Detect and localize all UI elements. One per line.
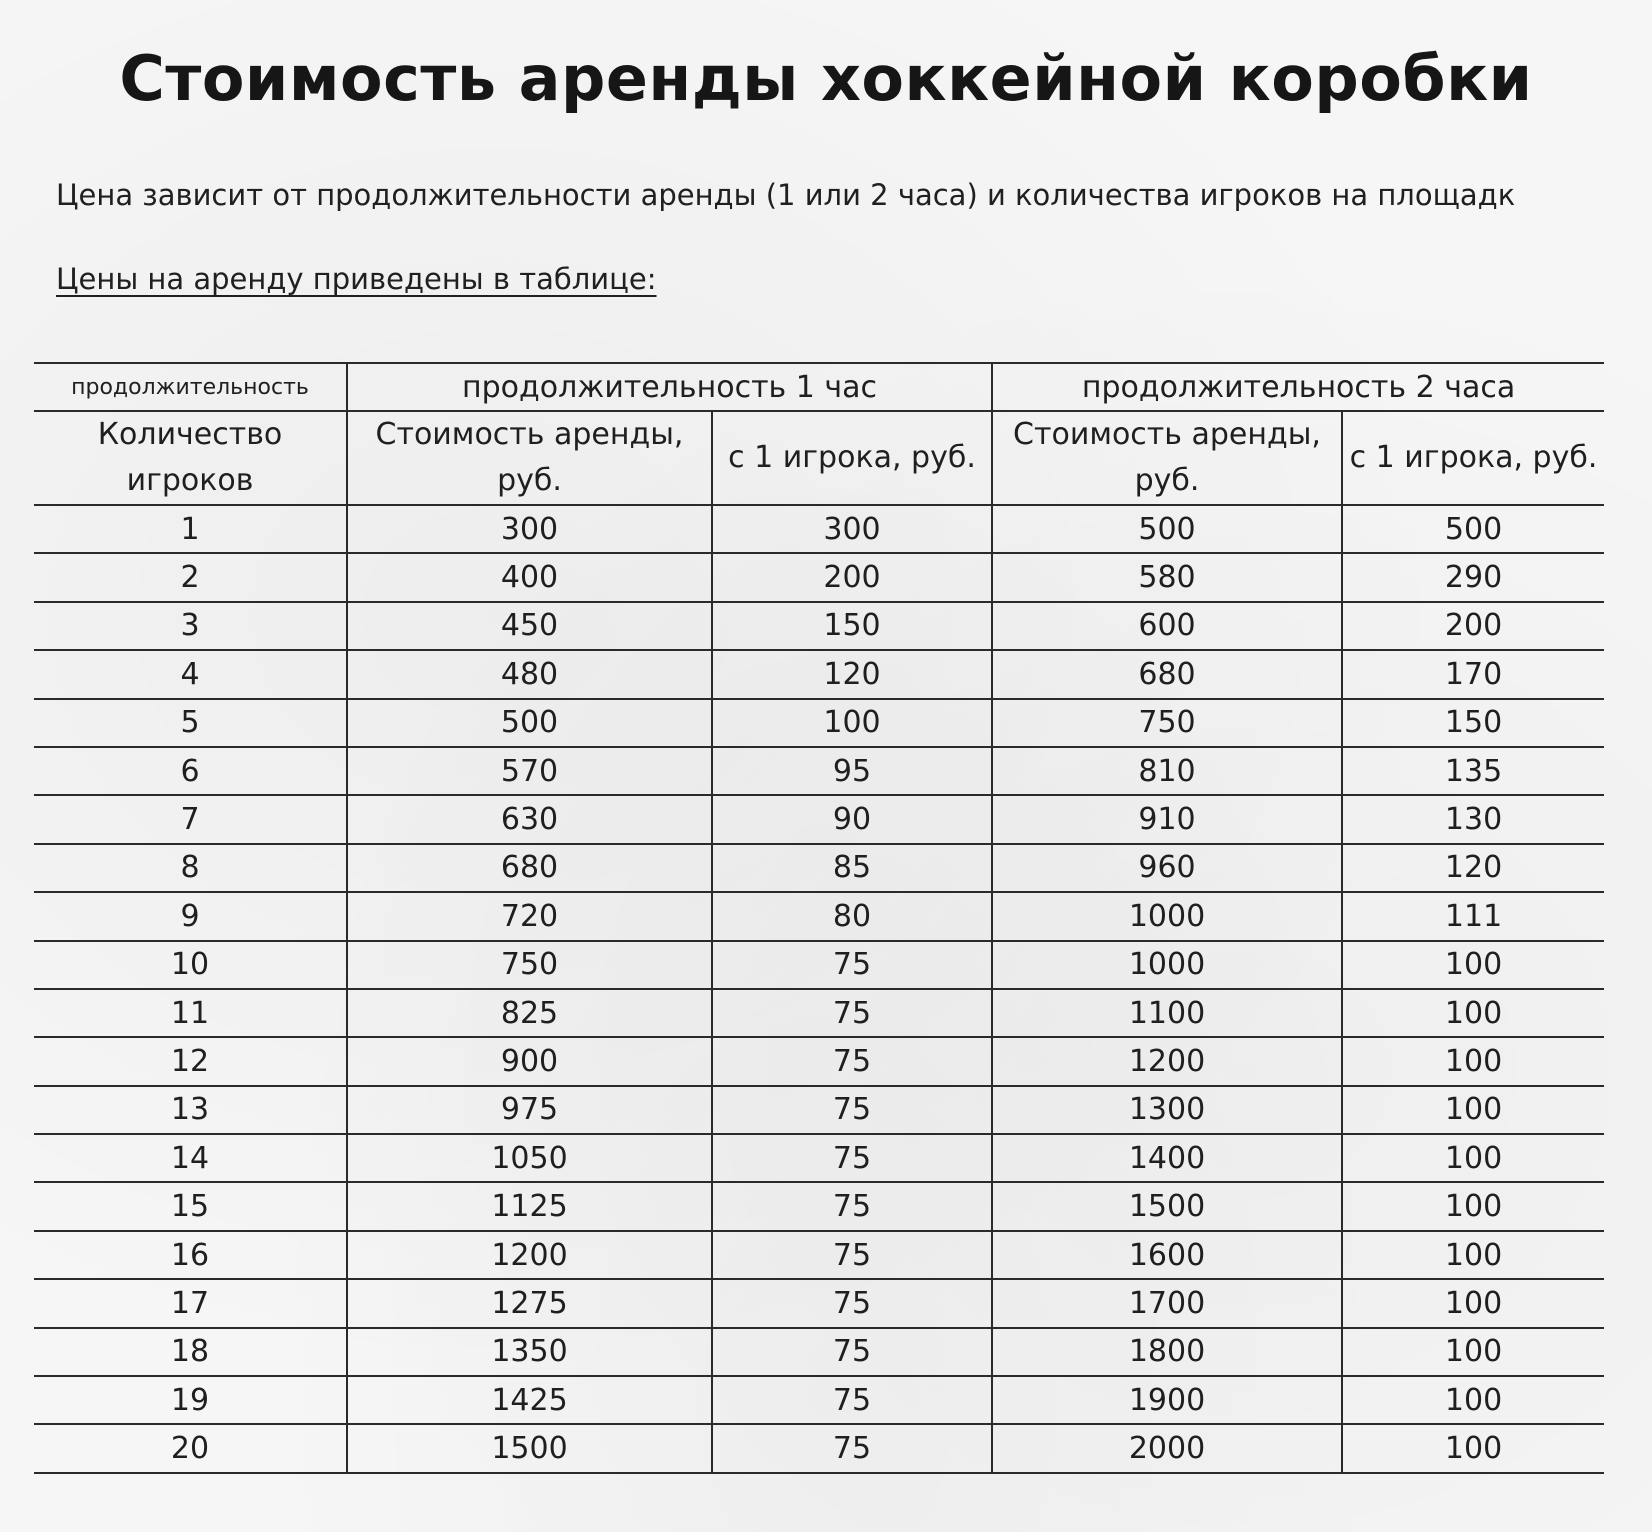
table-row: [34, 844, 1604, 892]
per-player-1h-cell: 150: [712, 602, 992, 650]
cost-1h-cell: 1125: [347, 1182, 712, 1230]
per-player-2h-cell: 100: [1342, 1037, 1604, 1085]
cost-1h-cell: 500: [347, 699, 712, 747]
players-cell: 4: [180, 656, 200, 692]
cost-1h-cell: 300: [347, 505, 712, 553]
players-cell: 18: [170, 1334, 210, 1370]
header-row-columns: [34, 411, 1604, 505]
cost-2h-header: Стоимость аренды, руб.: [992, 411, 1342, 505]
per-player-2h-cell: 100: [1342, 1231, 1604, 1279]
players-cell: 12: [170, 1043, 210, 1079]
per-player-2h-cell: 200: [1342, 602, 1604, 650]
table-row: [34, 553, 1604, 601]
per-player-2h-cell: 500: [1342, 505, 1604, 553]
cost-1h-cell: 750: [347, 941, 712, 989]
per-player-1h-cell: 75: [712, 941, 992, 989]
per-player-1h-cell: 75: [712, 1134, 992, 1182]
table-row: [34, 1376, 1604, 1424]
cost-2h-cell: 1000: [992, 892, 1342, 940]
cost-1h-cell: 480: [347, 650, 712, 698]
cost-1h-cell: 1425: [347, 1376, 712, 1424]
per-player-2h-header: с 1 игрока, руб.: [1342, 411, 1604, 505]
cost-1h-cell: 1050: [347, 1134, 712, 1182]
table-row: [34, 1279, 1604, 1327]
players-cell: 20: [170, 1431, 210, 1467]
players-header: Количество игроков: [97, 417, 283, 498]
cost-2h-cell: 2000: [992, 1424, 1342, 1472]
players-cell: 14: [170, 1140, 210, 1176]
cost-2h-cell: 600: [992, 602, 1342, 650]
table-row: [34, 1134, 1604, 1182]
cost-2h-cell: 580: [992, 553, 1342, 601]
per-player-1h-header: с 1 игрока, руб.: [712, 411, 992, 505]
cost-1h-header: Стоимость аренды, руб.: [347, 411, 712, 505]
cost-1h-cell: 1500: [347, 1424, 712, 1472]
table-row: [34, 941, 1604, 989]
cost-1h-cell: 400: [347, 553, 712, 601]
players-cell: 9: [180, 898, 200, 934]
cost-2h-cell: 1300: [992, 1086, 1342, 1134]
cost-1h-cell: 630: [347, 795, 712, 843]
group-header-1h: продолжительность 1 час: [347, 363, 992, 411]
per-player-1h-cell: 300: [712, 505, 992, 553]
per-player-1h-cell: 120: [712, 650, 992, 698]
per-player-2h-cell: 135: [1342, 747, 1604, 795]
per-player-1h-cell: 85: [712, 844, 992, 892]
players-cell: 5: [180, 705, 200, 741]
table-row: [34, 747, 1604, 795]
per-player-1h-cell: 75: [712, 1328, 992, 1376]
per-player-2h-cell: 150: [1342, 699, 1604, 747]
players-cell: 6: [180, 753, 200, 789]
cost-2h-cell: 810: [992, 747, 1342, 795]
cost-2h-cell: 960: [992, 844, 1342, 892]
cost-1h-cell: 570: [347, 747, 712, 795]
per-player-1h-cell: 95: [712, 747, 992, 795]
per-player-1h-cell: 75: [712, 1424, 992, 1472]
table-row: [34, 989, 1604, 1037]
per-player-1h-cell: 200: [712, 553, 992, 601]
cost-1h-cell: 1200: [347, 1231, 712, 1279]
intro-text: Цена зависит от продолжительности аренды (1 или 2 часа) и количества игроков на площадк: [56, 178, 1516, 212]
table-row: [34, 1231, 1604, 1279]
per-player-2h-cell: 100: [1342, 1086, 1604, 1134]
cost-1h-cell: 1350: [347, 1328, 712, 1376]
per-player-2h-cell: 100: [1342, 941, 1604, 989]
table-row: [34, 1424, 1604, 1472]
cost-2h-cell: 1700: [992, 1279, 1342, 1327]
players-cell: 2: [180, 560, 200, 596]
cost-1h-cell: 1275: [347, 1279, 712, 1327]
table-body: [34, 505, 1604, 1473]
cost-2h-cell: 1800: [992, 1328, 1342, 1376]
price-table: [34, 362, 1604, 1474]
table-row: [34, 505, 1604, 553]
cost-2h-cell: 750: [992, 699, 1342, 747]
players-cell: 16: [170, 1237, 210, 1273]
table-row: [34, 650, 1604, 698]
cost-1h-cell: 975: [347, 1086, 712, 1134]
cost-2h-cell: 1900: [992, 1376, 1342, 1424]
per-player-2h-cell: 170: [1342, 650, 1604, 698]
cost-2h-cell: 910: [992, 795, 1342, 843]
per-player-2h-cell: 100: [1342, 1134, 1604, 1182]
per-player-1h-cell: 75: [712, 1231, 992, 1279]
table-row: [34, 795, 1604, 843]
players-cell: 3: [180, 608, 200, 644]
per-player-1h-cell: 90: [712, 795, 992, 843]
table-row: [34, 1182, 1604, 1230]
table-row: [34, 1037, 1604, 1085]
per-player-1h-cell: 75: [712, 1376, 992, 1424]
cost-2h-cell: 1600: [992, 1231, 1342, 1279]
per-player-2h-cell: 130: [1342, 795, 1604, 843]
players-cell: 19: [170, 1382, 210, 1418]
table-row: [34, 602, 1604, 650]
per-player-2h-cell: 120: [1342, 844, 1604, 892]
per-player-2h-cell: 100: [1342, 1424, 1604, 1472]
per-player-1h-cell: 80: [712, 892, 992, 940]
table-row: [34, 699, 1604, 747]
players-cell: 8: [180, 850, 200, 886]
corner-label: продолжительность: [71, 374, 309, 400]
per-player-1h-cell: 75: [712, 989, 992, 1037]
header-row-group: [34, 363, 1604, 411]
cost-1h-cell: 450: [347, 602, 712, 650]
per-player-1h-cell: 75: [712, 1086, 992, 1134]
cost-2h-cell: 1200: [992, 1037, 1342, 1085]
cost-2h-cell: 1100: [992, 989, 1342, 1037]
players-cell: 13: [170, 1092, 210, 1128]
cost-1h-cell: 900: [347, 1037, 712, 1085]
players-cell: 15: [170, 1189, 210, 1225]
cost-2h-cell: 1000: [992, 941, 1342, 989]
per-player-2h-cell: 290: [1342, 553, 1604, 601]
cost-1h-cell: 720: [347, 892, 712, 940]
per-player-2h-cell: 100: [1342, 989, 1604, 1037]
cost-1h-cell: 680: [347, 844, 712, 892]
cost-2h-cell: 1400: [992, 1134, 1342, 1182]
per-player-1h-cell: 75: [712, 1182, 992, 1230]
table-row: [34, 1328, 1604, 1376]
players-cell: 17: [170, 1285, 210, 1321]
players-cell: 10: [170, 947, 210, 983]
cost-1h-cell: 825: [347, 989, 712, 1037]
per-player-1h-cell: 75: [712, 1037, 992, 1085]
cost-2h-cell: 1500: [992, 1182, 1342, 1230]
per-player-2h-cell: 100: [1342, 1182, 1604, 1230]
cost-2h-cell: 500: [992, 505, 1342, 553]
per-player-2h-cell: 111: [1342, 892, 1604, 940]
players-cell: 11: [170, 995, 210, 1031]
group-header-2h: продолжительность 2 часа: [992, 363, 1604, 411]
per-player-2h-cell: 100: [1342, 1279, 1604, 1327]
page-title: Стоимость аренды хоккейной коробки: [119, 42, 1533, 115]
per-player-1h-cell: 75: [712, 1279, 992, 1327]
cost-2h-cell: 680: [992, 650, 1342, 698]
table-row: [34, 1086, 1604, 1134]
table-row: [34, 892, 1604, 940]
per-player-2h-cell: 100: [1342, 1328, 1604, 1376]
players-cell: 1: [180, 511, 200, 547]
per-player-2h-cell: 100: [1342, 1376, 1604, 1424]
table-caption: Цены на аренду приведены в таблице:: [56, 262, 657, 296]
per-player-1h-cell: 100: [712, 699, 992, 747]
players-cell: 7: [180, 802, 200, 838]
